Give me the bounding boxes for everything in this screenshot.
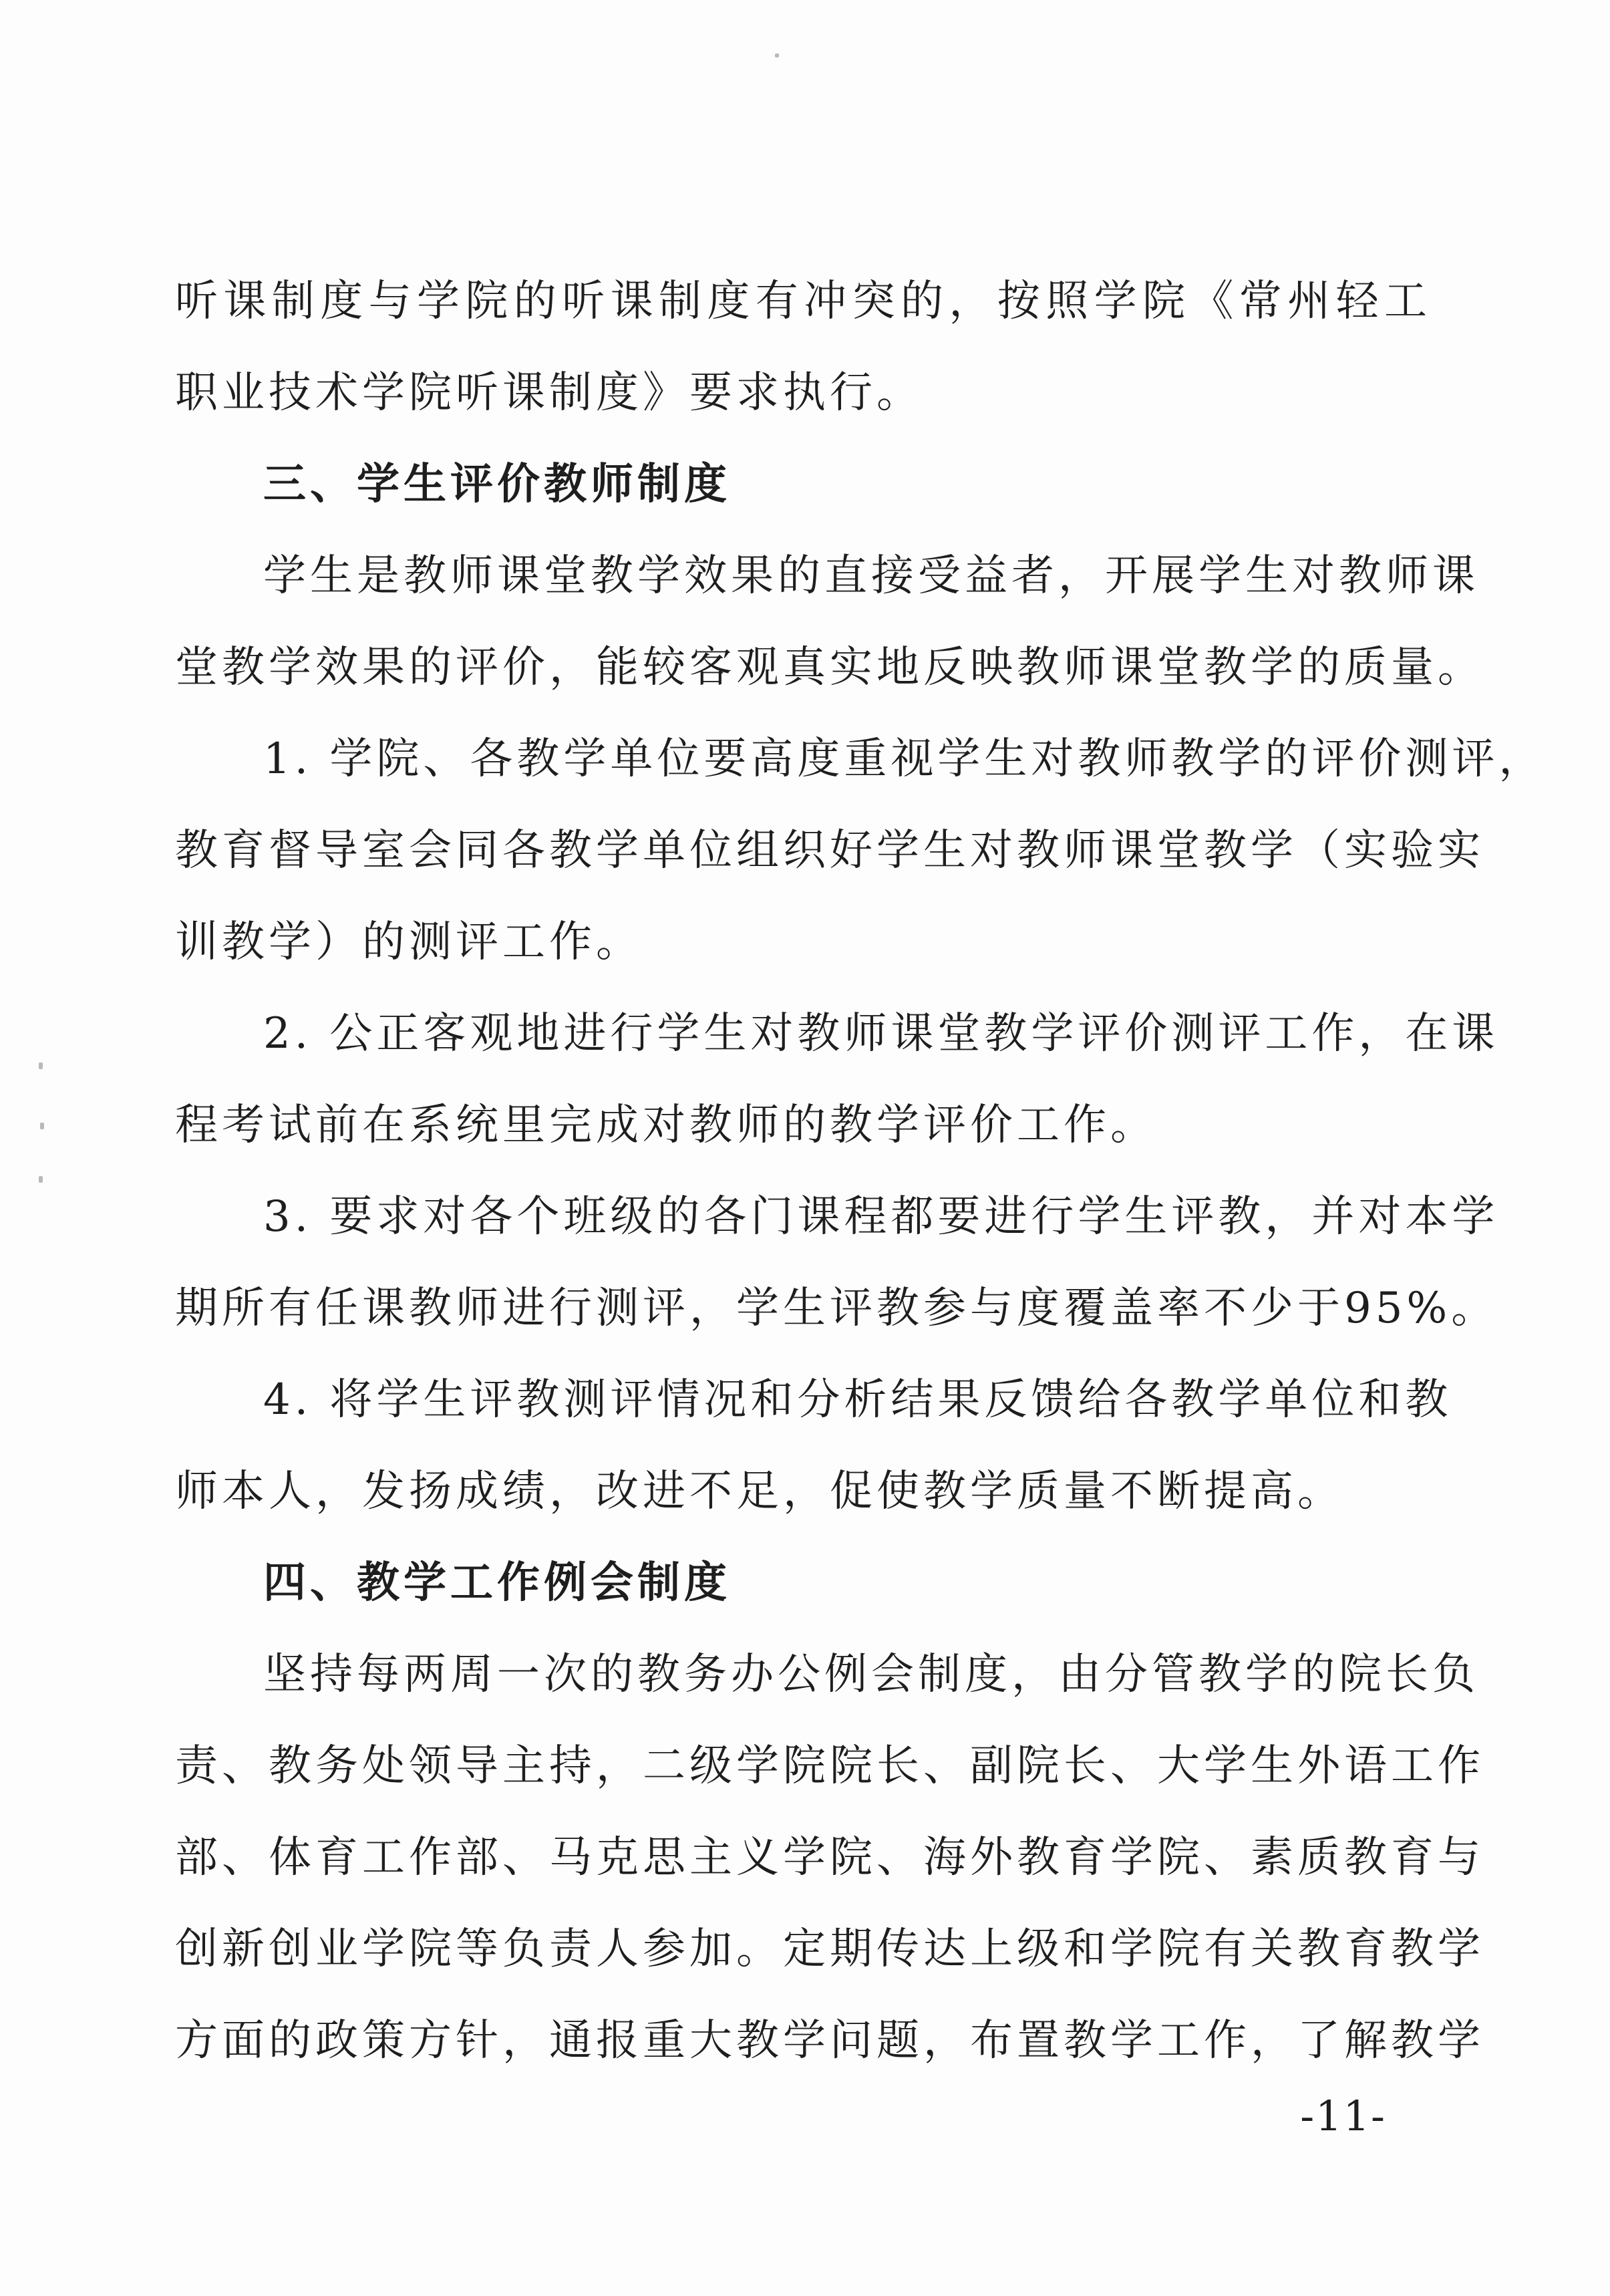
paragraph-line: 教育督导室会同各教学单位组织好学生对教师课堂教学（实验实 xyxy=(175,826,1484,875)
paragraph-line: 责、教务处领导主持，二级学院院长、副院长、大学生外语工作 xyxy=(175,1741,1484,1791)
paragraph-line: 师本人，发扬成绩，改进不足，促使教学质量不断提高。 xyxy=(175,1467,1344,1516)
paragraph-line: 学生是教师课堂教学效果的直接受益者，开展学生对教师课 xyxy=(263,551,1479,601)
paragraph-line: 创新创业学院等负责人参加。定期传达上级和学院有关教育教学 xyxy=(175,1924,1484,1974)
scan-speck xyxy=(775,53,779,57)
section-heading xyxy=(175,439,1431,531)
scan-speck xyxy=(39,1062,43,1069)
page-number: -11- xyxy=(1300,2092,1386,2140)
paragraph-line: 听课制度与学院的听课制度有冲突的，按照学院《常州轻工 xyxy=(175,277,1431,326)
heading-text: 三、学生评价教师制度 xyxy=(263,460,731,509)
paragraph-line: 方面的政策方针，通报重大教学问题，布置教学工作，了解教学 xyxy=(175,2016,1484,2065)
paragraph-line: 堂教学效果的评价，能较客观真实地反映教师课堂教学的质量。 xyxy=(175,643,1484,692)
paragraph-line: 4. 将学生评教测评情况和分析结果反馈给各教学单位和教 xyxy=(263,1375,1452,1425)
paragraph-line: 1. 学院、各教学单位要高度重视学生对教师教学的评价测评， xyxy=(263,734,1546,784)
paragraph xyxy=(175,531,1484,714)
paragraph-line: 坚持每两周一次的教务办公例会制度，由分管教学的院长负 xyxy=(263,1650,1479,1699)
paragraph xyxy=(175,1629,1484,2087)
paragraph-line: 期所有任课教师进行测评，学生评教参与度覆盖率不少于95%。 xyxy=(175,1284,1498,1333)
scan-speck xyxy=(40,1123,44,1129)
paragraph xyxy=(175,1354,1452,1538)
paragraph xyxy=(175,1171,1499,1354)
document-body xyxy=(175,256,1546,2087)
paragraph-line: 2. 公正客观地进行学生对教师课堂教学评价测评工作，在课 xyxy=(263,1009,1499,1058)
section-heading xyxy=(175,1538,1431,1629)
paragraph xyxy=(175,988,1499,1171)
paragraph-line: 程考试前在系统里完成对教师的教学评价工作。 xyxy=(175,1101,1157,1150)
paragraph xyxy=(175,714,1546,988)
heading-text: 四、教学工作例会制度 xyxy=(263,1558,731,1608)
paragraph-line: 3. 要求对各个班级的各门课程都要进行学生评教，并对本学 xyxy=(263,1192,1499,1242)
paragraph-line: 部、体育工作部、马克思主义学院、海外教育学院、素质教育与 xyxy=(175,1833,1484,1882)
scan-speck xyxy=(39,1176,43,1183)
paragraph xyxy=(175,256,1431,439)
paragraph-line: 训教学）的测评工作。 xyxy=(175,917,643,967)
paragraph-line: 职业技术学院听课制度》要求执行。 xyxy=(175,368,923,418)
